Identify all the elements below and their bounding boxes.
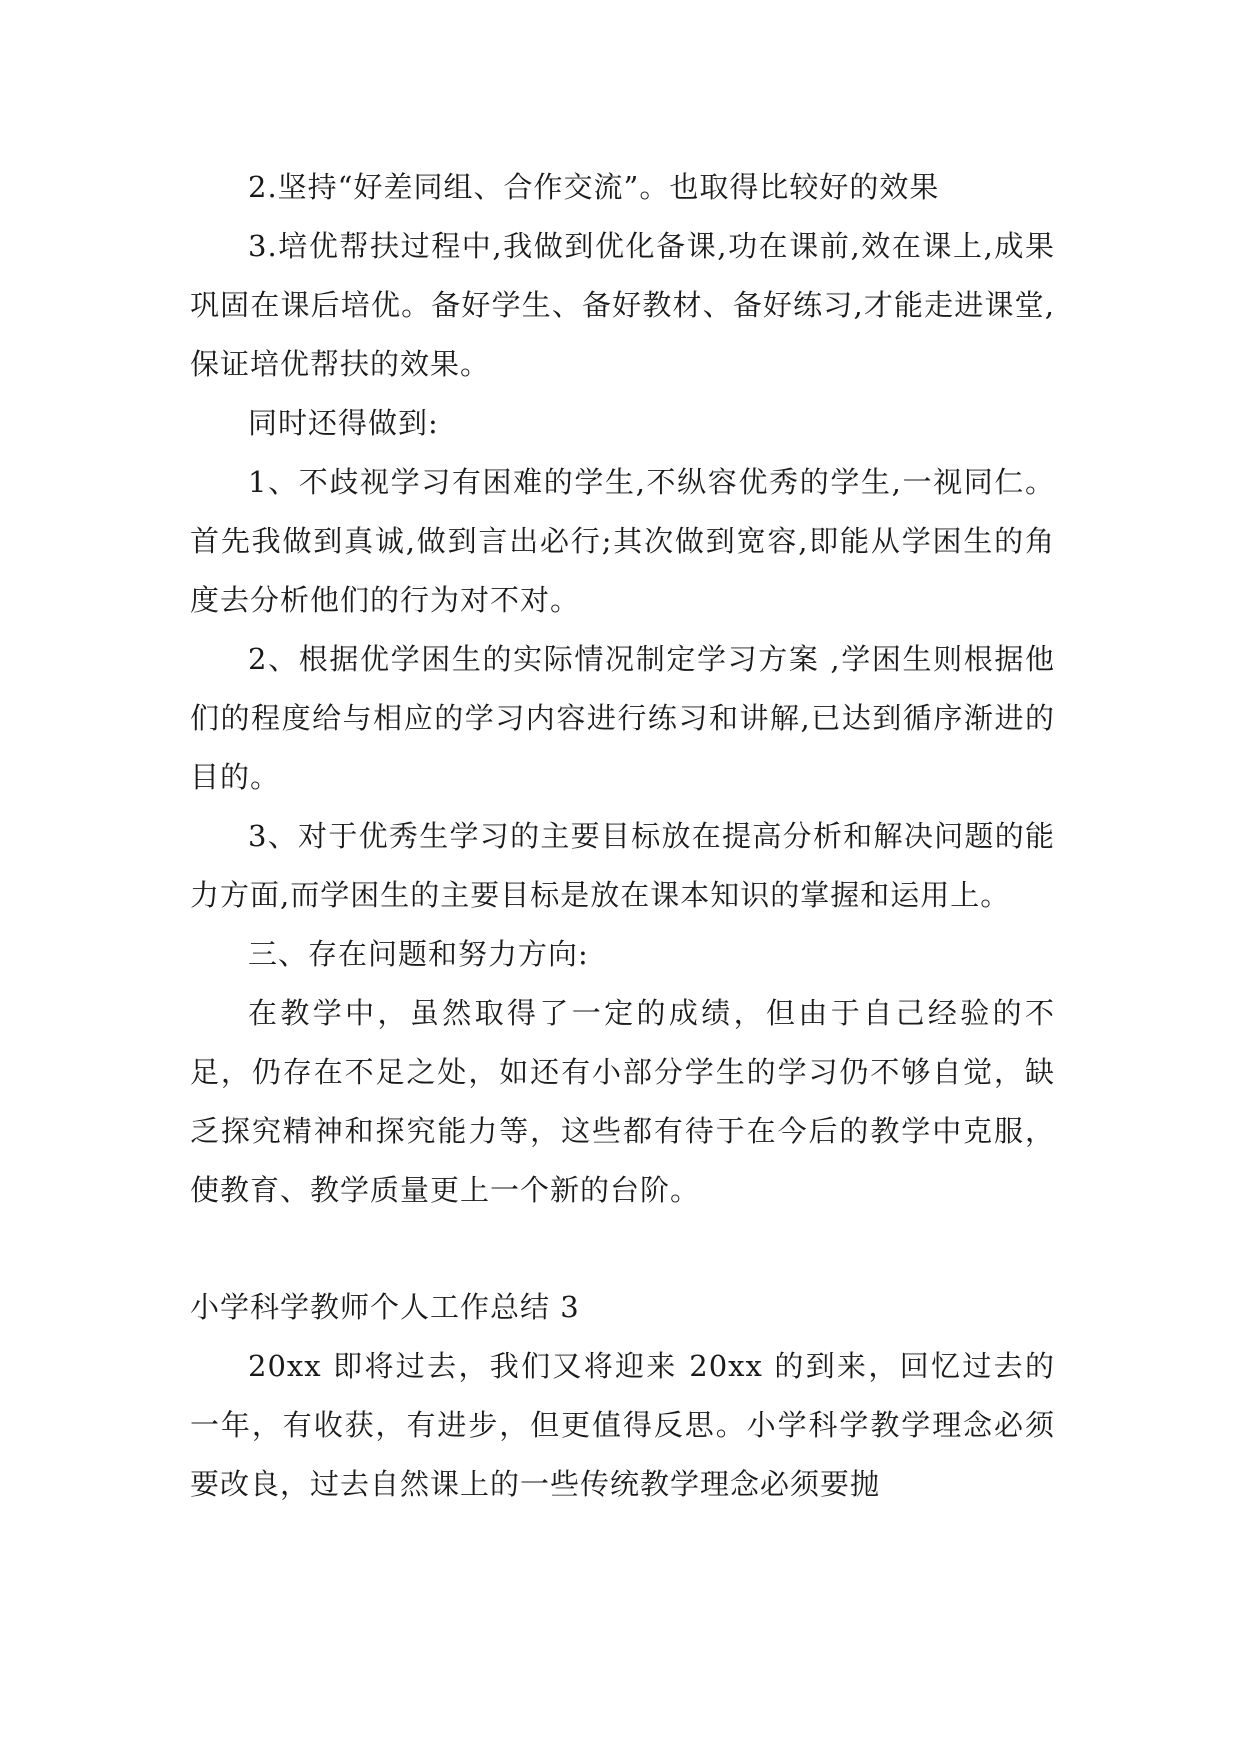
paragraph-intro: 20xx 即将过去，我们又将迎来 20xx 的到来，回忆过去的一年，有收获，有进步，但更值得反思。小学科学教学理念必须要改良，过去自然课上的一些传统教学理念必须要抛 bbox=[190, 1349, 1055, 1501]
paragraph-item-3: 3、对于优秀生学习的主要目标放在提高分析和解决问题的能力方面,而学困生的主要目标是放在课本知识的掌握和运用上。 bbox=[190, 819, 1055, 912]
paragraph-item-2: 2、根据优学困生的实际情况制定学习方案 ,学困生则根据他们的程度给与相应的学习内容进行练习和讲解,已达到循序渐进的目的。 bbox=[190, 642, 1055, 794]
section-heading-problems: 三、存在问题和努力方向: bbox=[248, 937, 589, 971]
paragraph-lesson-prep: 3.培优帮扶过程中,我做到优化备课,功在课前,效在课上,成果巩固在课后培优。备好学生、备好教材、备好练习,才能走进课堂,保证培优帮扶的效果。 bbox=[190, 229, 1055, 381]
paragraph-also-do: 同时还得做到: bbox=[248, 406, 439, 440]
paragraph-cooperation: 2.坚持“好差同组、合作交流”。也取得比较好的效果 bbox=[248, 170, 940, 204]
section-title: 小学科学教师个人工作总结 3 bbox=[190, 1290, 580, 1324]
paragraph-problems: 在教学中，虽然取得了一定的成绩，但由于自己经验的不足，仍存在不足之处，如还有小部分学生的学习仍不够自觉，缺乏探究精神和探究能力等，这些都有待于在今后的教学中克服，使教育、教学质量更上一个新的台阶。 bbox=[190, 996, 1055, 1207]
document-page bbox=[190, 158, 1055, 1514]
section-gap bbox=[190, 1220, 1055, 1278]
paragraph-item-1: 1、不歧视学习有困难的学生,不纵容优秀的学生,一视同仁。首先我做到真诚,做到言出必行;其次做到宽容,即能从学困生的角度去分析他们的行为对不对。 bbox=[190, 465, 1055, 617]
